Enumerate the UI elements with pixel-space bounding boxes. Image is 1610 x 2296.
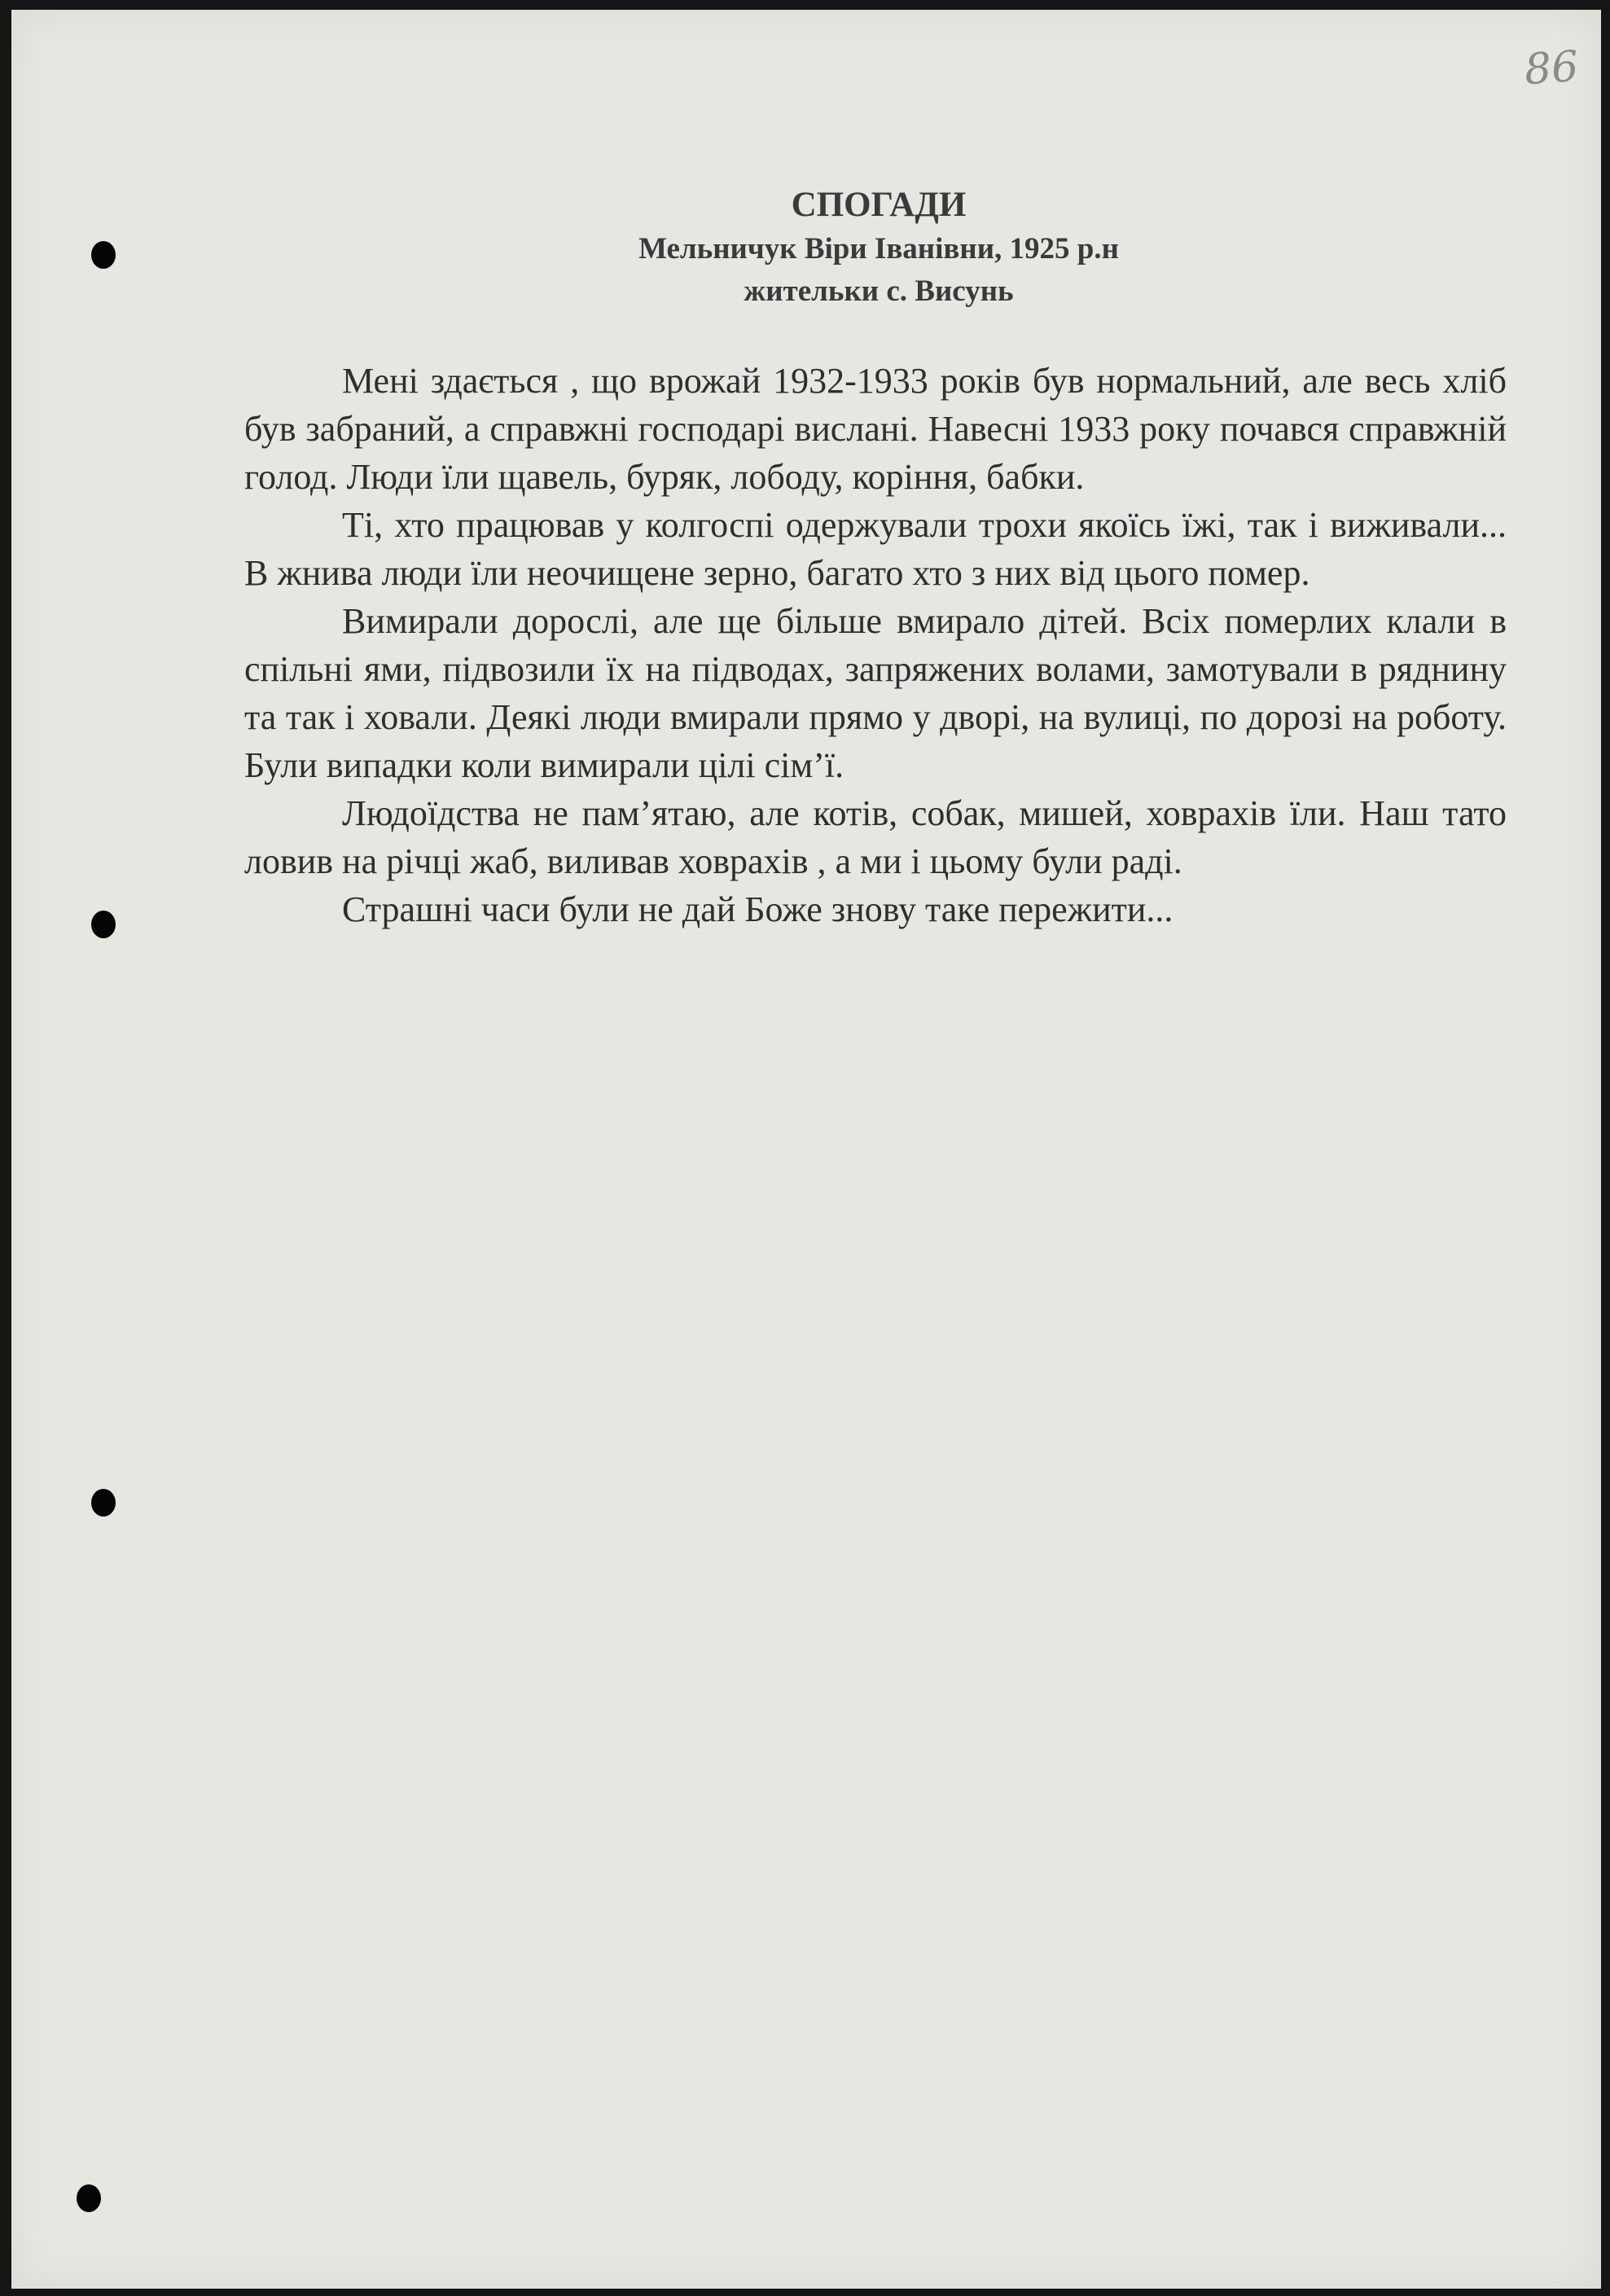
memoir-body bbox=[244, 357, 1507, 933]
punch-hole bbox=[77, 2184, 101, 2212]
document-sheet bbox=[11, 10, 1601, 2289]
residence-line: жительки с. Висунь bbox=[744, 274, 1014, 308]
handwritten-page-number: 86 bbox=[1522, 42, 1581, 95]
paragraph: Людоїдства не пам’ятаю, але котів, собак, мишей, ховрахів їли. Наш тато ловив на річці жаб, виливав ховрахів , а ми і цьому були раді. bbox=[244, 793, 1507, 881]
author-line: Мельничук Віри Іванівни, 1925 р.н bbox=[638, 232, 1119, 266]
paragraph: Вимирали дорослі, але ще більше вмирало дітей. Всіх померлих клали в спільні ями, підвозили їх на підводах, запряжених волами, замотували в ряднину та так і ховали. Деякі люди вмирали прямо у дворі, на вулиці, по дорозі на роботу. Були випадки коли вимирали цілі сім’ї. bbox=[244, 601, 1507, 785]
document-header bbox=[11, 182, 1610, 313]
punch-hole bbox=[91, 911, 116, 938]
punch-hole bbox=[91, 1489, 116, 1517]
paragraph: Мені здається , що врожай 1932-1933 років був нормальний, але весь хліб був забраний, а справжні господарі вислані. Навесні 1933 року почався справжній голод. Люди їли щавель, буряк, лободу, коріння, бабки. bbox=[244, 361, 1507, 497]
paragraph: Страшні часи були не дай Боже знову таке пережити... bbox=[342, 889, 1174, 929]
paragraph: Ті, хто працював у колгоспі одержували трохи якоїсь їжі, так і виживали... В жнива люди їли неочищене зерно, багато хто з них від цього помер. bbox=[244, 505, 1507, 593]
document-title: СПОГАДИ bbox=[791, 186, 967, 224]
